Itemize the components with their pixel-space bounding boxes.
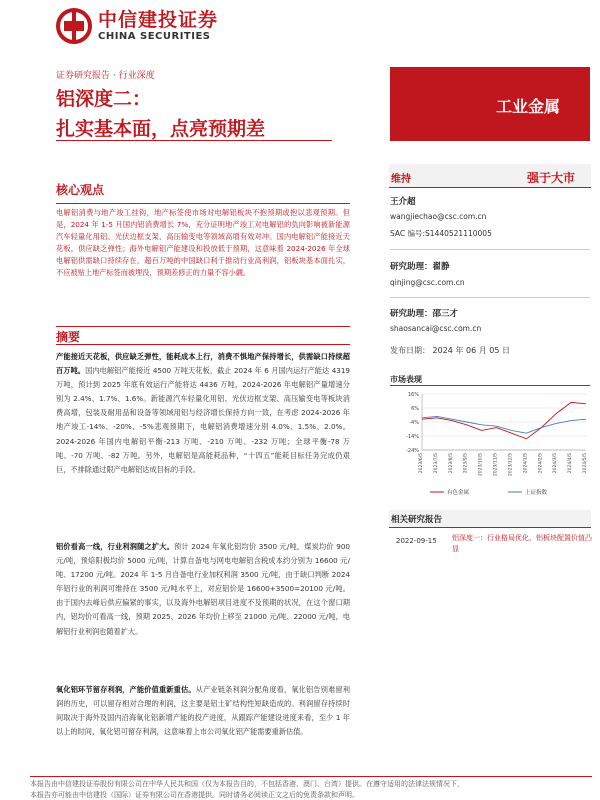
- y-tick-label: -14%: [406, 434, 419, 440]
- x-tick-label: 2023/6/5: [419, 453, 424, 474]
- analyst-name: 王介超: [390, 197, 416, 207]
- analyst-email: wangjiechao@csc.com.cn: [390, 212, 487, 221]
- legend-label: 有色金属: [447, 490, 470, 496]
- footer-divider: [30, 776, 592, 777]
- research-assistant-1-name: 研究助理：翟静: [390, 262, 450, 272]
- company-logo-icon: [56, 8, 92, 44]
- rating-action: 维持: [391, 174, 411, 185]
- rating-bar: [389, 164, 591, 188]
- y-tick-label: 6%: [411, 406, 419, 412]
- summary-paragraph-2-body: 预计 2024 年氧化铝均价 3500 元/吨，煤炭均价 900 元/吨，预焙阳极均价 5000 元/吨，计算自备电与网电电解铝含税成本约分别为 16600 元/吨、17200 元/吨。2024 年 1-5 月自备电行业加权利润 3500 元/吨，由于缺口判断 2024 年铝行业的利润可维持在 3500 元/吨水平上，对应铝价是 16600+3500=20100 元/吨。由于国内去峰后供应偏紧的事实，以及海外电解铝项目进度不及预期的状况，在这个窗口期内，铝均价可看高一线，预期 2025、2026 年均价上移至 21000 元/吨、22000 元/吨，电解铝行业利润也随着扩大。: [56, 542, 350, 636]
- summary-paragraph-1: [56, 350, 350, 477]
- x-tick-label: 2023/9/5: [463, 453, 469, 474]
- report-series: 证券研究报告 · 行业深度: [56, 71, 155, 81]
- industry-label: 工业金属: [495, 97, 560, 116]
- summary-paragraph-2-lead: 铝价看高一线，行业利润随之扩大。: [56, 542, 175, 551]
- publish-date: 发布日期： 2024 年 06 月 05 日: [390, 346, 510, 355]
- analyst-sac: SAC 编号:S1440521110005: [390, 229, 492, 238]
- research-assistant-1-email: qinjing@csc.com.cn: [390, 278, 465, 287]
- footer-disclaimer-line2: 本报告亦可能由中信建投（国际）证券有限公司在香港提供。同时请务必阅读正文之后的免责条款和声明。: [30, 791, 359, 799]
- research-assistant-2-name: 研究助理：邵三才: [390, 309, 459, 319]
- y-tick-label: 16%: [407, 392, 419, 398]
- market-performance-divider: [390, 385, 590, 386]
- report-title-line1: 铝深度二：: [56, 88, 152, 110]
- summary-paragraph-1-body: 国内电解铝产能接近 4500 万吨天花板，截止 2024 年 6 月国内运行产能达 4319 万吨，预计到 2025 年底有效运行产能将达 4436 万吨，2024-2026 年电解铝产量增速分别为 2.4%、1.7%、1.6%。新能源汽车轻量化用铝、光伏边框支架、高压输变电等板块消费高增，包装及耐用品和设备等领域用铝与经济增长保持方向一致，在考虑 2024-2026 年地产竣工-14%、-20%、-5%悲观预期下，电解铝消费增速分别 4.0%、1.5%、2.0%。2024-2026 年国内电解铝平衡-213 万吨、-210 万吨、-232 万吨；全球平衡-78 万吨、-70 万吨、-82 万吨。另外，电解铝是高能耗品种，“十四五”能耗目标任务完成仍艰巨，不排除通过限产电解铝达成目标的手段。: [56, 366, 350, 474]
- related-research-heading: 相关研究报告: [391, 515, 443, 525]
- x-tick-label: 2024/4/5: [568, 453, 574, 474]
- core-viewpoint-text: 电解铝消费与地产竣工挂钩，地产标签使市场对电解铝板块不抱预期或抱以悲观预期。但是，2024 年 1-5 月国内铝消费增长 7%，充分证明地产竣工对电解铝的负向影响被新能源汽车轻量化用铝、光伏边框支架、高压输变电等领域高增有效对冲。国内电解铝产能接近天花板，供应缺乏弹性；海外电解铝产能建设和投放低于预期，这意味着 2024-2026 年全球电解铝供需缺口持续存在，超百万吨的中国缺口利于推动行业高利润，铝板块基本面扎实，不应被贴上地产标签而被埋没，预期差修正的力量不容小觑。: [56, 208, 350, 277]
- logo-chinese-name: 中信建投证券: [98, 9, 219, 31]
- research-assistant-2-email: shaosancai@csc.com.cn: [390, 324, 482, 333]
- summary-paragraph-1-lead: 产能接近天花板，供应缺乏弹性，能耗成本上行，消费不惧地产保持增长，供需缺口持续超百万吨。: [56, 352, 350, 376]
- related-research-bar: [389, 510, 591, 528]
- x-tick-label: 2024/3/5: [553, 453, 559, 474]
- x-tick-label: 2023/10/5: [478, 453, 484, 477]
- related-report-date: 2022-09-15: [396, 537, 437, 545]
- x-tick-label: 2024/2/5: [538, 453, 544, 474]
- industry-banner: [390, 67, 590, 141]
- summary-divider: [56, 344, 350, 345]
- title-divider: [56, 140, 332, 141]
- x-tick-label: 2024/1/5: [523, 453, 529, 474]
- logo-english-name: CHINA SECURITIES: [98, 31, 211, 42]
- analyst-divider: [390, 249, 590, 250]
- x-tick-label: 2023/12/5: [508, 453, 514, 477]
- summary-heading: 摘要: [56, 330, 81, 344]
- summary-paragraph-3-lead: 氧化铝环节留存利润，产能价值重新重估。: [56, 685, 196, 694]
- summary-paragraph-3-body: 从产业链条利润分配角度看，氧化铝告别难留利润的历史，可以留存相对合理的利润，这主要是铝土矿结构性短缺造成的。利润留存持续时间取决于海外及国内沿海氧化铝新增产能的投产进度，从跟踪产能建设进度来看，至少 1 年以上的时间，氧化铝可留存利润，这意味着上市公司氧化铝产能需要重新估值。: [56, 685, 350, 737]
- report-title-line2: 扎实基本面，点亮预期差: [56, 118, 266, 140]
- market-performance-chart: [390, 388, 590, 502]
- y-tick-label: -24%: [406, 448, 419, 454]
- core-viewpoint-box: [56, 203, 350, 327]
- footer-disclaimer-line1: 本报告由中信建投证券股份有限公司在中华人民共和国（仅为本报告目的，不包括香港、澳门、台湾）提供。在遵守适用的法律法规情况下，: [30, 780, 464, 788]
- x-tick-label: 2023/8/5: [448, 453, 454, 474]
- rating-value: 强于大市: [526, 171, 575, 185]
- market-performance-heading: 市场表现: [390, 375, 422, 384]
- summary-paragraph-2: [56, 540, 350, 639]
- analyst-divider: [390, 297, 590, 298]
- legend-label: 上证指数: [525, 490, 548, 496]
- x-tick-label: 2023/7/5: [433, 453, 439, 474]
- core-heading: 核心观点: [56, 183, 105, 197]
- x-tick-label: 2023/11/5: [493, 453, 499, 477]
- summary-paragraph-3: [56, 683, 350, 739]
- related-report-title[interactable]: 铝深度一：行业格局优化，铝板块配置价值凸显: [452, 534, 592, 553]
- y-tick-label: -4%: [409, 420, 419, 426]
- company-logo: [56, 8, 218, 44]
- x-tick-label: 2024/5/5: [583, 453, 588, 474]
